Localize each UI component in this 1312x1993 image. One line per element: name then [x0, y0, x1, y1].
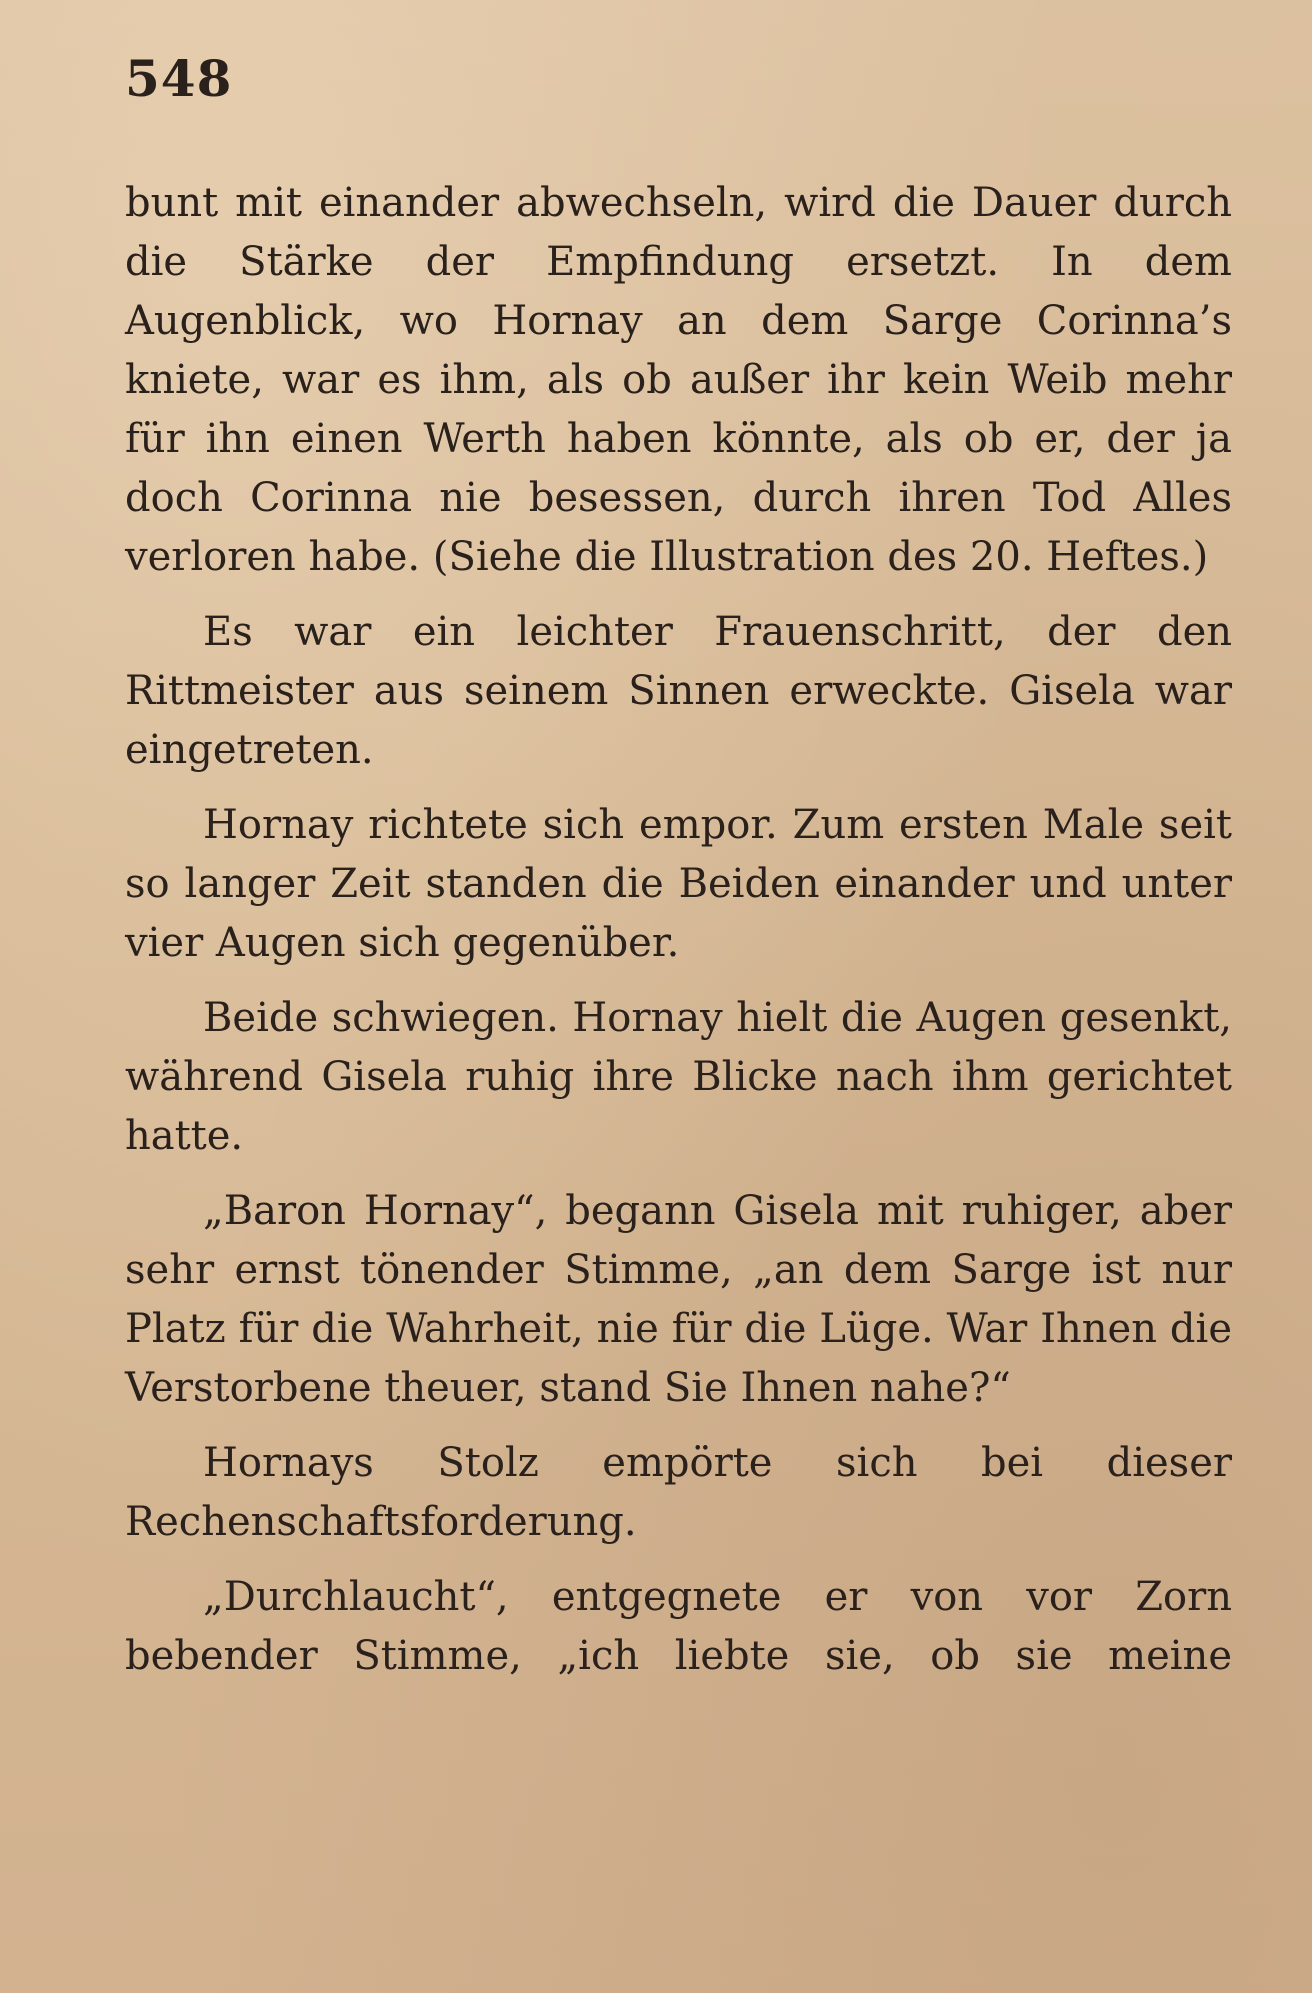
- body-text: [125, 174, 1232, 1686]
- paragraph-6: Hornays Stolz empörte sich bei dieser Rechenschaftsforderung.: [125, 1440, 1232, 1545]
- paragraph-1: bunt mit einander abwechseln, wird die Dauer durch die Stärke der Empfindung ersetzt. In dem Augenblick, wo Hornay an dem Sarge Corinna’s kniete, war es ihm, als ob außer ihr kein Weib mehr für ihn einen Werth haben könnte, als ob er, der ja doch Corinna nie besessen, durch ihren Tod Alles verloren habe. (Siehe die Illustration des 20. Heftes.): [125, 180, 1232, 580]
- page-number: 548: [125, 49, 233, 108]
- paragraph-3: Hornay richtete sich empor. Zum ersten Male seit so langer Zeit standen die Beiden einander und unter vier Augen sich gegenüber.: [125, 802, 1232, 966]
- paragraph-7: „Durchlaucht“, entgegnete er von vor Zorn bebender Stimme, „ich liebte sie, ob sie meine: [125, 1574, 1232, 1679]
- paragraph-5: „Baron Hornay“, begann Gisela mit ruhiger, aber sehr ernst tönender Stimme, „an dem Sarge ist nur Platz für die Wahrheit, nie für die Lüge. War Ihnen die Verstorbene theuer, stand Sie Ihnen nahe?“: [125, 1188, 1232, 1411]
- paragraph-4: Beide schwiegen. Hornay hielt die Augen gesenkt, während Gisela ruhig ihre Blicke nach ihm gerichtet hatte.: [125, 995, 1232, 1159]
- paragraph-2: Es war ein leichter Frauenschritt, der den Rittmeister aus seinem Sinnen erweckte. Gisela war eingetreten.: [125, 609, 1232, 773]
